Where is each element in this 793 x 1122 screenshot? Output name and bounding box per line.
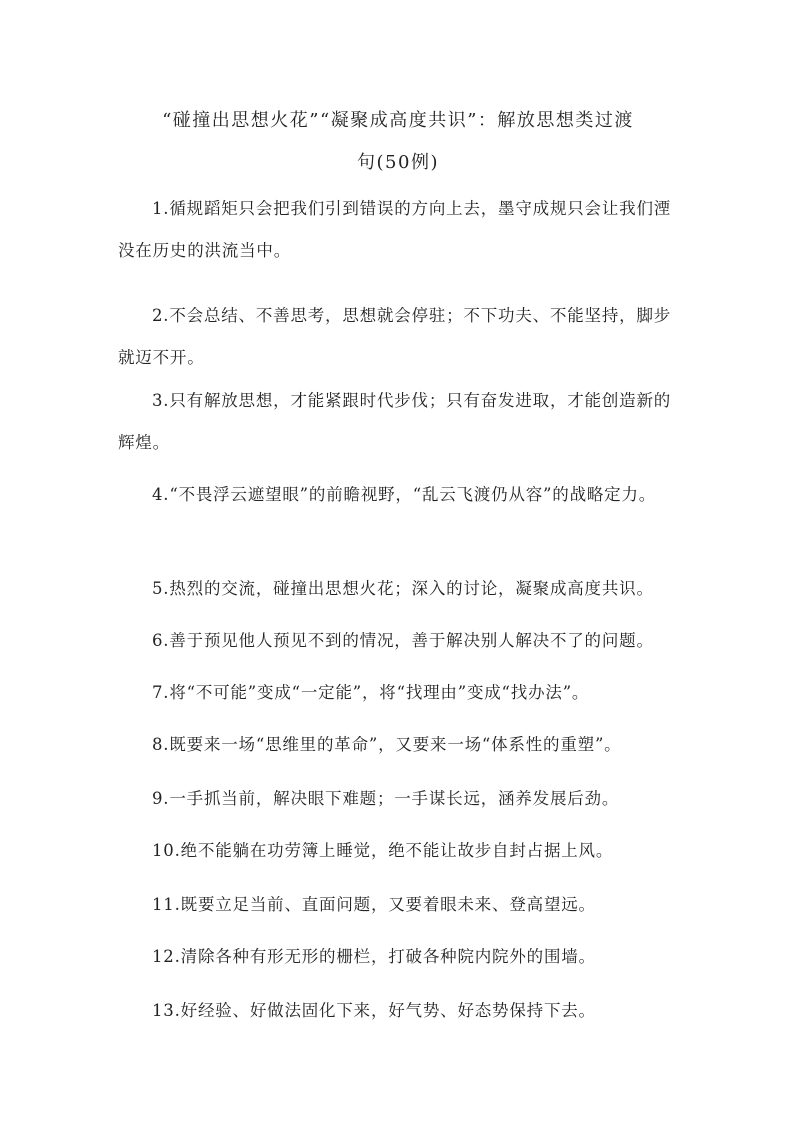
list-item: 2.不会总结、不善思考，思想就会停驻；不下功夫、不能坚持，脚步就迈不开。 bbox=[118, 306, 672, 367]
document-title bbox=[118, 100, 678, 184]
list-item: 11.既要立足当前、直面问题，又要着眼未来、登高望远。 bbox=[152, 895, 596, 914]
list-item: 10.绝不能躺在功劳簿上睡觉，绝不能让故步自封占据上风。 bbox=[152, 841, 614, 860]
list-item: 1.循规蹈矩只会把我们引到错误的方向上去，墨守成规只会让我们湮没在历史的洪流当中。 bbox=[118, 199, 672, 260]
list-item: 13.好经验、好做法固化下来，好气势、好态势保持下去。 bbox=[152, 1001, 596, 1020]
list-item: 5.热烈的交流，碰撞出思想火花；深入的讨论，凝聚成高度共识。 bbox=[152, 579, 654, 598]
list-item: 7.将“不可能”变成“一定能”，将“找理由”变成“找办法”。 bbox=[152, 683, 590, 702]
list-item: 6.善于预见他人预见不到的情况，善于解决别人解决不了的问题。 bbox=[152, 631, 654, 650]
list-item: 4.“不畏浮云遮望眼”的前瞻视野，“乱云飞渡仍从容”的战略定力。 bbox=[152, 485, 657, 504]
list-item: 12.清除各种有形无形的栅栏，打破各种院内院外的围墙。 bbox=[152, 947, 596, 966]
title-line-2: 句(50例) bbox=[357, 152, 439, 173]
list-item: 9.一手抓当前，解决眼下难题；一手谋长远，涵养发展后劲。 bbox=[152, 789, 620, 808]
list-item: 3.只有解放思想，才能紧跟时代步伐；只有奋发进取，才能创造新的辉煌。 bbox=[118, 391, 672, 452]
title-line-1: “碰撞出思想火花”“凝聚成高度共识”：解放思想类过渡 bbox=[162, 110, 634, 131]
list-item: 8.既要来一场“思维里的革命”，又要来一场“体系性的重塑”。 bbox=[152, 735, 622, 754]
